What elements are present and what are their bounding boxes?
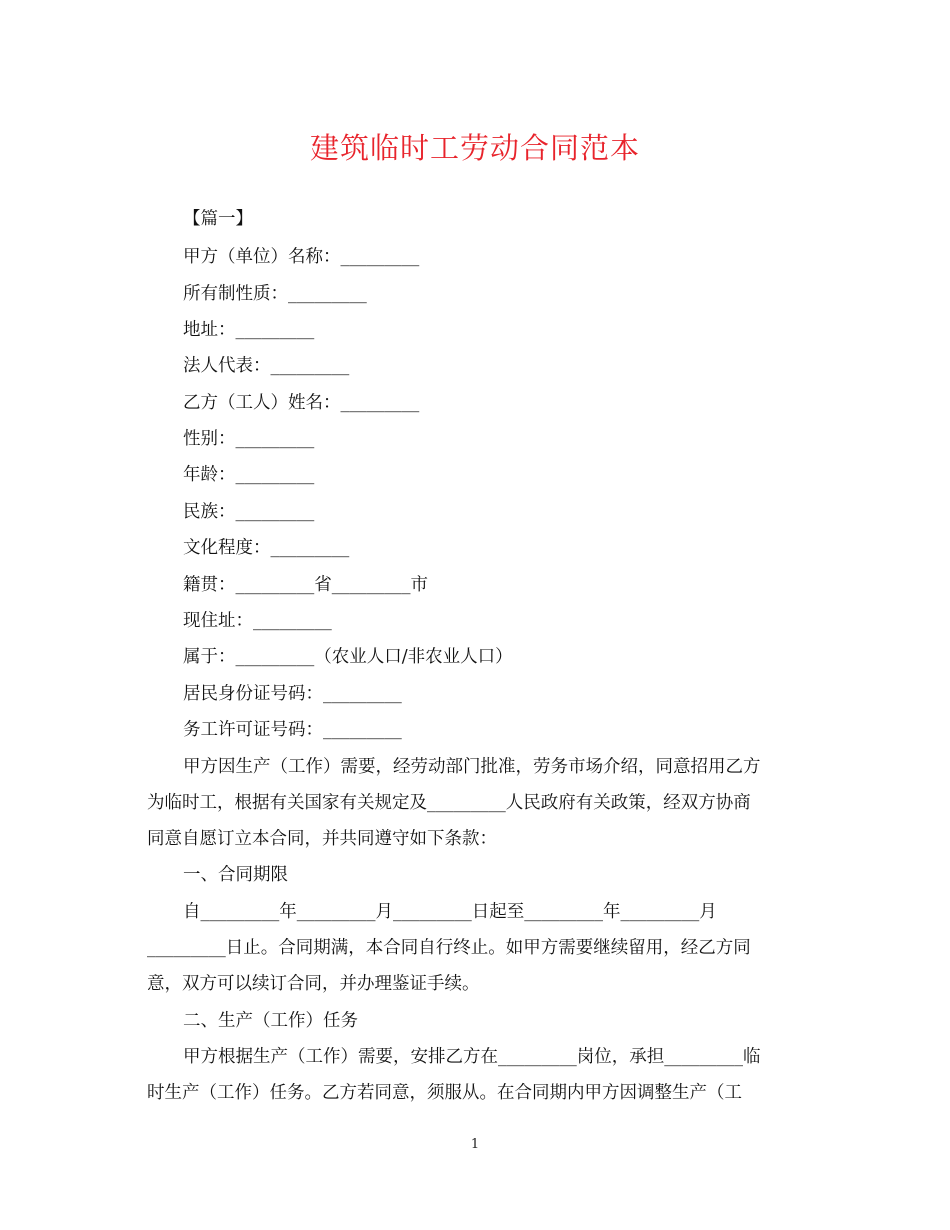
field-ownership: 所有制性质：_________ <box>183 284 367 304</box>
field-current-address: 现住址：_________ <box>183 611 332 631</box>
field-id-number: 居民身份证号码：_________ <box>183 684 402 704</box>
intro-paragraph-line: 同意自愿订立本合同，并共同遵守如下条款： <box>147 829 497 849</box>
section2-paragraph-line: 甲方根据生产（工作）需要，安排乙方在_________岗位，承担_________临 <box>183 1047 761 1067</box>
field-population-type: 属于：_________（农业人口/非农业人口） <box>183 647 513 667</box>
field-age: 年龄：_________ <box>183 465 315 485</box>
field-education: 文化程度：_________ <box>183 538 350 558</box>
section2-heading: 二、生产（工作）任务 <box>183 1011 358 1031</box>
section1-paragraph-line: 意，双方可以续订合同，并办理鉴证手续。 <box>147 974 480 994</box>
field-party-b-name: 乙方（工人）姓名：_________ <box>183 393 420 413</box>
intro-paragraph-line: 为临时工，根据有关国家有关规定及_________人民政府有关政策，经双方协商 <box>147 793 751 813</box>
field-address: 地址：_________ <box>183 320 315 340</box>
field-gender: 性别：_________ <box>183 429 315 449</box>
section1-paragraph-line: _________日止。合同期满，本合同自行终止。如甲方需要继续留用，经乙方同 <box>147 938 751 958</box>
document-title: 建筑临时工劳动合同范本 <box>309 131 640 165</box>
intro-paragraph-line: 甲方因生产（工作）需要，经劳动部门批准，劳务市场介绍，同意招用乙方 <box>183 757 761 777</box>
field-party-a-name: 甲方（单位）名称：_________ <box>183 247 420 267</box>
section1-paragraph-line: 自_________年_________月_________日起至_________年_________月 <box>183 902 717 922</box>
field-legal-representative: 法人代表：_________ <box>183 356 350 376</box>
section1-heading: 一、合同期限 <box>183 865 288 885</box>
page-number: 1 <box>470 1137 480 1152</box>
field-work-permit-number: 务工许可证号码：_________ <box>183 720 402 740</box>
field-ethnicity: 民族：_________ <box>183 502 315 522</box>
section2-paragraph-line: 时生产（工作）任务。乙方若同意，须服从。在合同期内甲方因调整生产（工 <box>147 1083 742 1103</box>
section-tag: 【篇一】 <box>183 209 253 229</box>
field-native-place: 籍贯：_________省_________市 <box>183 575 428 595</box>
